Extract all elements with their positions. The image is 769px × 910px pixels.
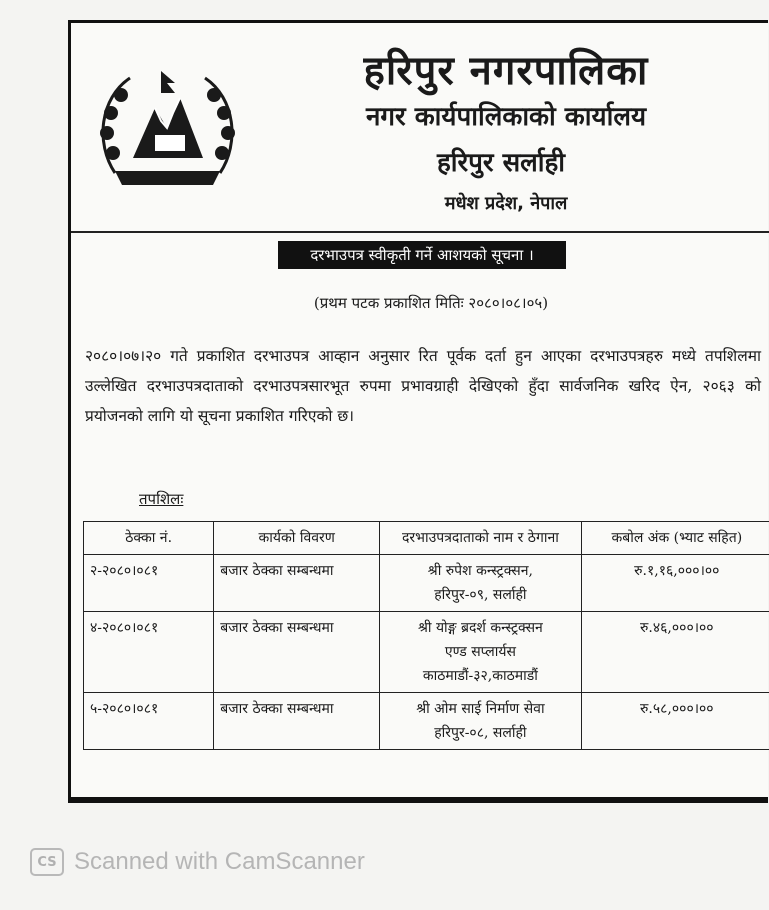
- bid-amount: रु.५८,०००।००: [581, 693, 769, 750]
- contract-no: ४-२०८०।०८१: [84, 612, 214, 693]
- office-name: नगर कार्यपालिकाको कार्यालय: [365, 102, 647, 132]
- bidder-name: श्री ओम साई निर्माण सेवा हरिपुर-०८, सर्लाही: [380, 693, 582, 750]
- header-work-desc: कार्यको विवरण: [214, 522, 380, 555]
- work-desc: बजार ठेक्का सम्बन्धमा: [214, 693, 380, 750]
- header-divider: [71, 231, 769, 233]
- contract-no: २-२०८०।०८१: [84, 555, 214, 612]
- header-contract-no: ठेक्का नं.: [84, 522, 214, 555]
- municipality-name: हरिपुर नगरपालिका: [363, 48, 649, 94]
- letterhead: [71, 23, 769, 233]
- bid-amount: रु.१,१६,०००।००: [581, 555, 769, 612]
- table-row: [84, 555, 769, 612]
- bid-table: [83, 521, 769, 750]
- scanner-text: Scanned with CamScanner: [74, 848, 365, 875]
- camscanner-logo-icon: CS: [30, 848, 64, 876]
- contract-no: ५-२०८०।०८१: [84, 693, 214, 750]
- bidder-name: श्री रुपेश कन्स्ट्रक्सन, हरिपुर-०९, सर्लाही: [380, 555, 582, 612]
- table-row: [84, 612, 769, 693]
- office-location: हरिपुर सर्लाही: [436, 148, 566, 178]
- notice-title: दरभाउपत्र स्वीकृती गर्ने आशयको सूचना ।: [278, 241, 566, 269]
- header-bidder: दरभाउपत्रदाताको नाम र ठेगाना: [380, 522, 582, 555]
- bid-amount: रु.४६,०००।००: [581, 612, 769, 693]
- province-country: मधेश प्रदेश, नेपाल: [444, 193, 568, 214]
- work-desc: बजार ठेक्का सम्बन्धमा: [214, 555, 380, 612]
- published-date: (प्रथम पटक प्रकाशित मितिः २०८०।०८।०५): [313, 294, 549, 312]
- header-amount: कबोल अंक (भ्याट सहित): [581, 522, 769, 555]
- notice-document: [68, 20, 768, 803]
- table-row: [84, 693, 769, 750]
- work-desc: बजार ठेक्का सम्बन्धमा: [214, 612, 380, 693]
- bidder-name: श्री योङ्ग ब्रदर्श कन्स्ट्रक्सन एण्ड सप्लार्यस काठमाडौं-३२,काठमाडौं: [380, 612, 582, 693]
- table-header-row: [84, 522, 769, 555]
- notice-body: २०८०।०७।२० गते प्रकाशित दरभाउपत्र आव्हान अनुसार रित पूर्वक दर्ता हुन आएका दरभाउपत्रहरु मध्ये तपशिलमा उल्लेखित दरभाउपत्रदाताको दरभाउपत्रसारभूत रुपमा प्रभावग्राही देखिएको हुँदा सार्वजनिक खरिद ऐन, २०६३ को प्रयोजनको लागि यो सूचना प्रकाशित गरिएको छ।: [85, 347, 761, 425]
- nepal-emblem-icon: [95, 63, 240, 193]
- details-heading: तपशिलः: [139, 490, 184, 508]
- scanner-watermark: [30, 848, 365, 876]
